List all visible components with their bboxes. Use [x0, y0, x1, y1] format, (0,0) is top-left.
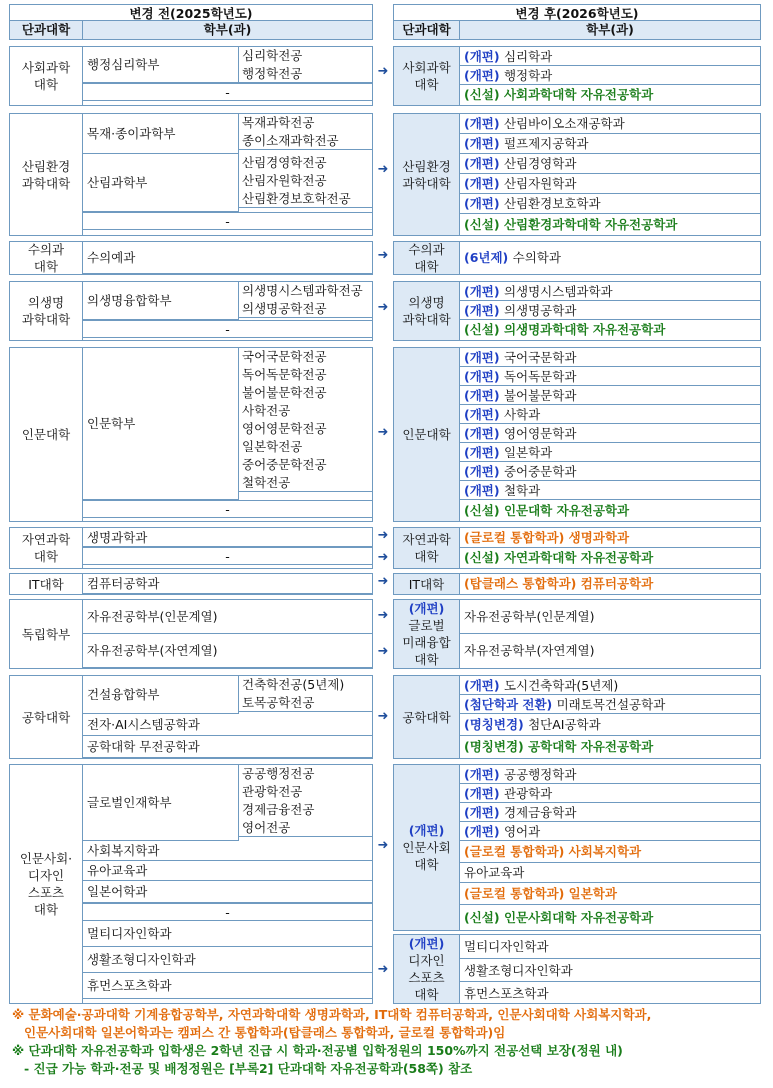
dept-tag: (개편)	[464, 483, 504, 498]
dept-name: 휴먼스포츠학과	[464, 986, 549, 1001]
before-dept: 자유전공학부(인문계열)	[83, 600, 372, 634]
dept-name: 사회복지학과	[568, 844, 642, 859]
dept-tag: (개편)	[464, 464, 504, 479]
after-dept	[460, 959, 760, 982]
before-group	[9, 599, 373, 669]
before-dept: 사회복지학과	[83, 841, 372, 861]
before-dept: 멀티디자인학과	[83, 921, 372, 947]
after-college	[394, 282, 460, 340]
after-dept	[460, 194, 760, 214]
dept-name: 산림경영학과	[503, 156, 577, 171]
before-group	[9, 281, 373, 341]
dept-tag: (개편)	[464, 176, 504, 191]
before-major: 일본학전공	[242, 439, 303, 454]
after-college	[394, 765, 460, 930]
dept-name: 유아교육과	[464, 865, 525, 880]
before-college: 의생명 과학대학	[10, 282, 83, 340]
after-college	[394, 114, 460, 235]
before-major: 건축학전공(5년제)	[242, 677, 345, 692]
after-dept	[460, 548, 760, 568]
dept-name: 펄프제지공학과	[503, 136, 589, 151]
dept-name: 행정학과	[503, 68, 553, 83]
after-group	[393, 241, 761, 275]
before-dept: 공학대학 무전공학과	[83, 736, 372, 758]
after-dept	[460, 114, 760, 134]
dept-name: 도시건축학과(5년제)	[503, 678, 619, 693]
dept-name: 영어과	[503, 824, 541, 839]
col-college: 단과대학	[394, 21, 460, 39]
after-college	[394, 935, 460, 1003]
after-header	[393, 4, 761, 40]
before-title: 변경 전(2025학년도)	[9, 4, 373, 21]
after-college	[394, 47, 460, 105]
dept-tag: (글로컬 통합학과)	[464, 530, 569, 545]
arrow-icon: ➜	[377, 425, 389, 440]
after-dept	[460, 85, 760, 105]
after-title: 변경 후(2026학년도)	[393, 4, 761, 21]
after-dept	[460, 784, 760, 803]
note-2b: - 진급 가능 학과·전공 및 배정정원은 [부록2] 단과대학 자유전공학과(58쪽) 참조	[24, 1061, 473, 1076]
after-dept	[460, 841, 760, 863]
after-col-header	[393, 21, 761, 40]
dept-name: 국어국문학과	[503, 350, 577, 365]
dept-name: 영어영문학과	[503, 426, 577, 441]
footnotes	[12, 1006, 767, 1078]
dept-tag: (개편)	[464, 786, 504, 801]
dept-name: 일본학과	[503, 445, 553, 460]
dept-name: 자유전공학부(자연계열)	[464, 643, 595, 658]
dept-name: 독어독문학과	[503, 369, 577, 384]
empty-cell: -	[83, 903, 372, 921]
dept-name: 공공행정학과	[503, 767, 577, 782]
before-dept: 산림과학부	[83, 154, 238, 212]
dept-tag: (글로컬 통합학과)	[464, 886, 569, 901]
dept-name: 생활조형디자인학과	[464, 963, 573, 978]
after-group	[393, 764, 761, 931]
after-college	[394, 348, 460, 521]
dept-name: 수의학과	[512, 250, 561, 265]
after-dept	[460, 736, 760, 758]
after-dept	[460, 174, 760, 194]
arrow-icon: ➜	[377, 300, 389, 315]
arrow-icon: ➜	[377, 608, 389, 623]
college-name: IT대학	[408, 576, 445, 592]
dept-name: 사학과	[503, 407, 541, 422]
after-dept	[460, 883, 760, 905]
dept-tag: (개편)	[464, 196, 504, 211]
before-major: 경제금융전공	[242, 802, 315, 817]
after-dept	[460, 424, 760, 443]
col-dept: 학부(과)	[586, 22, 634, 37]
before-college: 인문대학	[10, 348, 83, 521]
dept-name: 산림환경보호학과	[503, 196, 601, 211]
arrow-icon: ➜	[377, 838, 389, 853]
before-major: 심리학전공	[242, 48, 303, 63]
college-name: 사회과학 대학	[402, 60, 451, 92]
before-group	[9, 113, 373, 236]
after-dept	[460, 634, 760, 668]
dept-tag: (개편)	[464, 369, 504, 384]
after-dept	[460, 242, 760, 274]
before-dept: 행정심리학부	[83, 47, 238, 83]
after-dept	[460, 481, 760, 500]
college-name: 산림환경 과학대학	[402, 158, 451, 191]
dept-name: 사회과학대학 자유전공학과	[503, 87, 654, 102]
after-dept	[460, 600, 760, 634]
after-group	[393, 281, 761, 341]
dept-tag: (개편)	[464, 445, 504, 460]
before-college: 인문사회· 디자인 스포츠 대학	[10, 765, 83, 1003]
before-college: IT대학	[10, 574, 83, 594]
after-dept	[460, 367, 760, 386]
arrow-icon: ➜	[377, 709, 389, 724]
after-dept	[460, 935, 760, 959]
dept-tag: (명칭변경)	[464, 739, 529, 754]
dept-tag: (개편)	[464, 426, 504, 441]
dept-tag: (개편)	[464, 116, 504, 131]
before-group	[9, 764, 373, 1004]
before-group	[9, 527, 373, 569]
dept-tag: (글로컬 통합학과)	[464, 844, 569, 859]
before-major: 사학전공	[242, 403, 291, 418]
dept-tag: (탑클래스 통합학과)	[464, 576, 581, 591]
college-tag: (개편)	[408, 823, 445, 838]
before-major: 철학전공	[238, 474, 372, 492]
dept-tag: (개편)	[464, 388, 504, 403]
after-college	[394, 600, 460, 668]
dept-name: 인문대학 자유전공학과	[503, 503, 630, 518]
dept-tag: (신설)	[464, 910, 504, 925]
before-major: 관광학전공	[242, 784, 303, 799]
before-college: 산림환경 과학대학	[10, 114, 83, 235]
dept-tag: (개편)	[464, 678, 504, 693]
before-dept: 인문학부	[83, 348, 238, 500]
dept-tag: (신설)	[464, 503, 504, 518]
dept-name: 산림자원학과	[503, 176, 577, 191]
before-dept: 의생명융합학부	[83, 282, 238, 320]
dept-name: 멀티디자인학과	[464, 939, 549, 954]
before-major: 중어중문학전공	[242, 457, 327, 472]
dept-name: 자유전공학부(인문계열)	[464, 609, 595, 624]
college-tag: (개편)	[408, 936, 445, 951]
after-dept	[460, 282, 760, 301]
empty-cell: -	[83, 83, 372, 101]
before-dept: 생활조형디자인학과	[83, 947, 372, 973]
arrow-icon: ➜	[377, 248, 389, 263]
dept-tag: (개편)	[464, 68, 504, 83]
before-dept: 전자·AI시스템공학과	[83, 714, 372, 736]
dept-name: 불어불문학과	[503, 388, 577, 403]
after-group	[393, 573, 761, 595]
dept-tag: (개편)	[464, 49, 504, 64]
after-dept	[460, 405, 760, 424]
college-name: 글로벌 미래융합 대학	[402, 618, 451, 667]
dept-tag: (6년제)	[464, 250, 513, 265]
after-dept	[460, 134, 760, 154]
after-group	[393, 527, 761, 569]
before-dept: 목재·종이과학부	[83, 114, 238, 154]
after-dept	[460, 863, 760, 883]
arrow-icon: ➜	[377, 64, 389, 79]
dept-tag: (개편)	[464, 350, 504, 365]
after-dept	[460, 803, 760, 822]
before-college: 수의과 대학	[10, 242, 83, 274]
empty-cell: -	[83, 547, 372, 565]
before-major: 불어불문학전공	[242, 385, 327, 400]
dept-tag: (개편)	[464, 767, 504, 782]
after-dept	[460, 695, 760, 714]
after-group	[393, 347, 761, 522]
note-2: ※ 단과대학 자유전공학과 입학생은 2학년 진급 시 학과·전공별 입학정원의 150%까지 전공선택 보장(정원 내)	[12, 1043, 623, 1058]
dept-tag: (신설)	[464, 217, 504, 232]
col-dept: 학부(과)	[203, 22, 252, 37]
after-group	[393, 46, 761, 106]
college-name: 수의과 대학	[408, 242, 445, 274]
before-major: 공공행정전공	[242, 766, 315, 781]
after-dept	[460, 905, 760, 931]
before-college: 사회과학 대학	[10, 47, 83, 105]
after-group	[393, 934, 761, 1004]
after-dept	[460, 386, 760, 405]
after-dept	[460, 348, 760, 367]
before-major: 영어전공	[238, 819, 372, 837]
dept-tag: (개편)	[464, 824, 504, 839]
college-name: 자연과학 대학	[402, 532, 451, 564]
before-major: 영어영문학전공	[242, 421, 327, 436]
after-college	[394, 574, 460, 594]
empty-cell: -	[83, 212, 372, 230]
dept-name: 산림바이오소재공학과	[503, 116, 625, 131]
before-major: 독어독문학전공	[242, 367, 327, 382]
dept-tag: (개편)	[464, 303, 504, 318]
dept-tag: (신설)	[464, 322, 504, 337]
dept-name: 자연과학대학 자유전공학과	[503, 550, 654, 565]
arrow-icon: ➜	[377, 528, 389, 543]
dept-name: 생명과학과	[568, 530, 630, 545]
before-major: 의생명공학전공	[238, 300, 372, 318]
before-group	[9, 347, 373, 522]
before-major: 행정학전공	[238, 65, 372, 83]
after-dept	[460, 47, 760, 66]
dept-tag: (개편)	[464, 284, 504, 299]
college-name: 의생명 과학대학	[402, 295, 451, 327]
dept-tag: (개편)	[464, 407, 504, 422]
after-dept	[460, 765, 760, 784]
before-dept: 생명과학과	[83, 528, 372, 547]
dept-name: 중어중문학과	[503, 464, 577, 479]
after-dept	[460, 574, 760, 594]
before-college: 자연과학 대학	[10, 528, 83, 568]
after-group	[393, 113, 761, 236]
dept-name: 의생명시스템과학과	[503, 284, 613, 299]
college-name: 디자인 스포츠 대학	[408, 953, 445, 1002]
after-dept	[460, 443, 760, 462]
dept-tag: (신설)	[464, 87, 504, 102]
college-tag: (개편)	[408, 601, 445, 616]
after-dept	[460, 714, 760, 736]
after-dept	[460, 320, 760, 340]
dept-name: 첨단AI공학과	[528, 717, 601, 732]
dept-name: 컴퓨터공학과	[580, 576, 654, 591]
before-college: 공학대학	[10, 676, 83, 758]
arrow-icon: ➜	[377, 962, 389, 977]
note-1b: 인문사회대학 일본어학과는 캠퍼스 간 통합학과(탑클래스 통합학과, 글로컬 통합학과)임	[24, 1025, 506, 1040]
arrow-icon: ➜	[377, 644, 389, 659]
dept-name: 공학대학 자유전공학과	[528, 739, 654, 754]
before-dept: 휴먼스포츠학과	[83, 973, 372, 999]
after-dept	[460, 676, 760, 695]
dept-name: 미래토목건설공학과	[556, 697, 666, 712]
before-major: 의생명시스템과학전공	[242, 283, 363, 298]
before-major: 국어국문학전공	[242, 349, 327, 364]
college-name: 인문사회 대학	[402, 840, 451, 872]
college-name: 공학대학	[402, 709, 451, 725]
before-college: 독립학부	[10, 600, 83, 668]
arrow-icon: ➜	[377, 162, 389, 177]
before-dept: 건설융합학부	[83, 676, 238, 714]
before-dept: 컴퓨터공학과	[83, 574, 372, 594]
after-dept	[460, 214, 760, 235]
dept-name: 관광학과	[503, 786, 553, 801]
col-college: 단과대학	[10, 21, 83, 39]
after-dept	[460, 301, 760, 320]
dept-tag: (개편)	[464, 805, 504, 820]
before-dept: 글로벌인재학부	[83, 765, 238, 841]
after-college	[394, 528, 460, 568]
dept-name: 일본학과	[568, 886, 617, 901]
arrow-icon: ➜	[377, 574, 389, 589]
note-1: ※ 문화예술·공과대학 기계융합공학부, 자연과학대학 생명과학과, IT대학 컴퓨터공학과, 인문사회대학 사회복지학과,	[12, 1007, 652, 1022]
after-dept	[460, 528, 760, 548]
dept-name: 심리학과	[503, 49, 553, 64]
dept-tag: (첨단학과 전환)	[464, 697, 557, 712]
after-group	[393, 599, 761, 669]
before-group	[9, 573, 373, 595]
dept-tag: (개편)	[464, 136, 504, 151]
dept-name: 인문사회대학 자유전공학과	[503, 910, 654, 925]
after-group	[393, 675, 761, 759]
dept-name: 의생명공학과	[503, 303, 577, 318]
dept-tag: (개편)	[464, 156, 504, 171]
before-dept: 수의예과	[83, 242, 372, 274]
after-college	[394, 676, 460, 758]
before-header	[9, 4, 373, 40]
after-dept	[460, 66, 760, 85]
after-dept	[460, 982, 760, 1005]
college-name: 인문대학	[402, 427, 451, 442]
before-group	[9, 675, 373, 759]
empty-cell: -	[83, 320, 372, 338]
before-dept: 일본어학과	[83, 881, 372, 903]
before-major: 산림경영학전공	[242, 155, 327, 170]
after-dept	[460, 822, 760, 841]
empty-cell: -	[83, 500, 372, 518]
dept-tag: (신설)	[464, 550, 504, 565]
before-major: 산림환경보호학전공	[238, 190, 372, 208]
dept-tag: (명칭변경)	[464, 717, 529, 732]
before-group	[9, 46, 373, 106]
before-major: 산림자원학전공	[242, 173, 327, 188]
dept-name: 의생명과학대학 자유전공학과	[503, 322, 666, 337]
before-col-header	[9, 21, 373, 40]
before-major: 목재과학전공	[242, 115, 315, 130]
dept-name: 산림환경과학대학 자유전공학과	[503, 217, 678, 232]
dept-name: 철학과	[503, 483, 541, 498]
before-dept: 자유전공학부(자연계열)	[83, 634, 372, 668]
arrow-icon: ➜	[377, 550, 389, 565]
before-dept: 유아교육과	[83, 861, 372, 881]
before-group	[9, 241, 373, 275]
after-dept	[460, 154, 760, 174]
before-major: 종이소재과학전공	[238, 132, 372, 150]
after-dept	[460, 500, 760, 521]
after-dept	[460, 462, 760, 481]
after-college	[394, 242, 460, 274]
before-major: 토목공학전공	[238, 694, 372, 712]
dept-name: 경제금융학과	[503, 805, 577, 820]
